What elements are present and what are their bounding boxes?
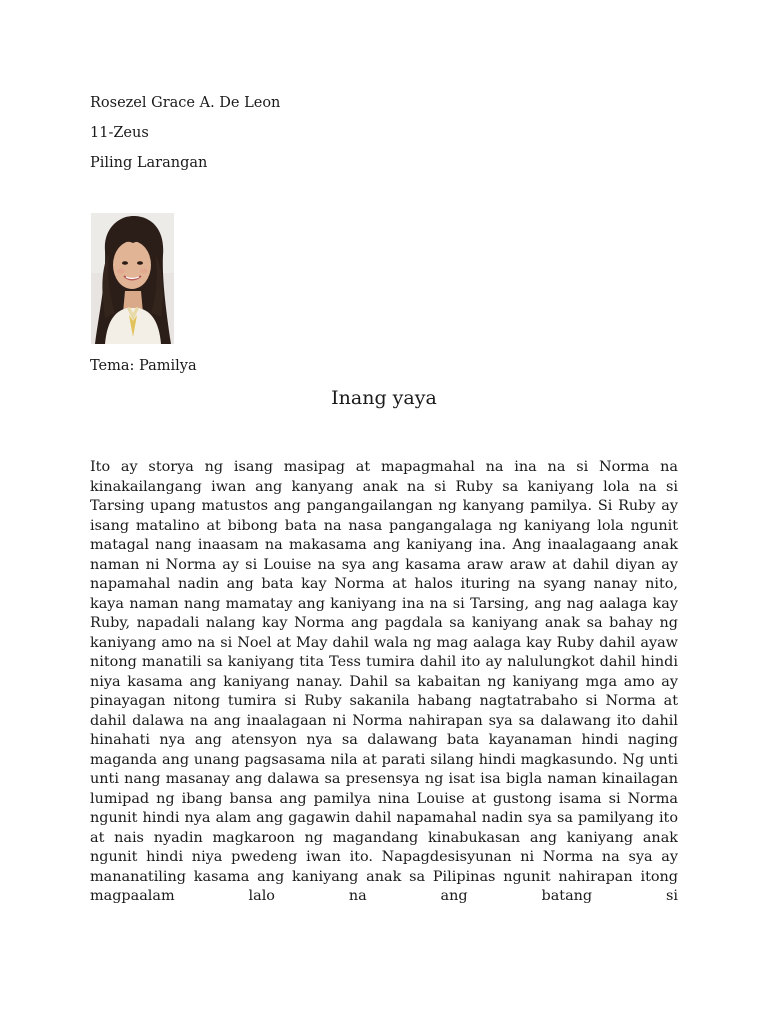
- story-title: Inang yaya: [331, 387, 437, 409]
- theme-label: Tema: Pamilya: [90, 358, 197, 374]
- class-section: 11-Zeus: [90, 125, 149, 141]
- author-name: Rosezel Grace A. De Leon: [90, 95, 281, 111]
- author-photo: [91, 213, 174, 344]
- story-body: Ito ay storya ng isang masipag at mapagmahal na ina na si Norma na kinakailangang iwan ang kanyang anak na si Ruby sa kaniyang lola na si Tarsing upang matustos ang pangangailangan ng kanyang pamilya. Si Ruby ay isang matalino at bibong bata na nasa pangangalaga ng kaniyang lola ngunit matagal nang inaasam na makasama ang kaniyang ina. Ang inaalagaang anak naman ni Norma ay si Louise na sya ang kasama araw araw at dahil diyan ay napamahal nadin ang bata kay Norma at halos ituring na syang nanay nito, kaya naman nang mamatay ang kaniyang ina na si Tarsing, ang nag aalaga kay Ruby, napadali nalang kay Norma ang pagdala sa kaniyang anak sa bahay ng kaniyang amo na si Noel at May dahil wala ng mag aalaga kay Ruby dahil ayaw nitong manatili sa kaniyang tita Tess tumira dahil ito ay nalulungkot dahil hindi niya kasama ang kaniyang nanay. Dahil sa kabaitan ng kaniyang mga amo ay pinayagan nitong tumira si Ruby sakanila habang nagtatrabaho si Norma at dahil dalawa na ang inaalagaan ni Norma nahirapan sya sa dalawang ito dahil hinahati nya ang atensyon nya sa dalawang bata kayanaman hindi naging maganda ang unang pagsasama nila at parati silang hindi magkasundo. Ng unti unti nang masanay ang dalawa sa presensya ng isat isa bigla naman kinailagan lumipad ng ibang bansa ang pamilya nina Louise at gustong isama si Norma ngunit hindi nya alam ang gagawin dahil napamahal nadin sya sa pamilyang ito at nais nyadin magkaroon ng magandang kinabukasan ang kaniyang anak ngunit hindi niya pwedeng iwan ito. Napagdesisyunan ni Norma na sya ay mananatiling kasama ang kaniyang anak sa Pilipinas ngunit nahirapan itong magpaalam lalo na ang batang si: [90, 459, 678, 904]
- subject-name: Piling Larangan: [90, 155, 208, 171]
